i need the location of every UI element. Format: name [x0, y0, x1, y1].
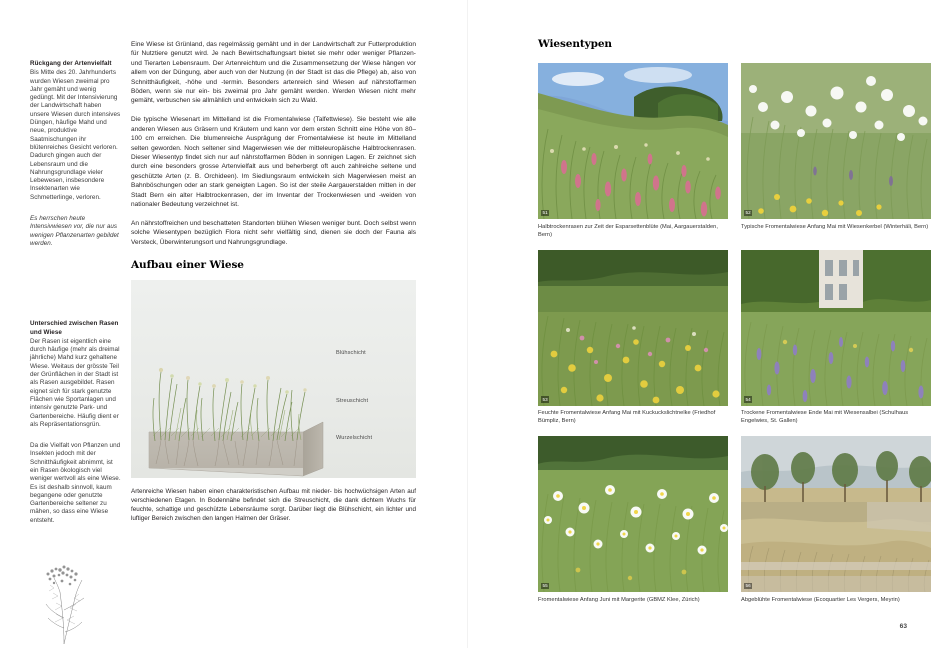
margin-note-text: Es herrschen heute Intensivwiesen vor, die nur aus wenigen Pflanzenarten gebildet werden. [30, 215, 119, 247]
photo-credit-number: 56 [745, 583, 751, 589]
page-number: 63 [899, 623, 907, 630]
photo-cell [741, 63, 931, 239]
halbtrockenrasen-esparsette-photo [538, 63, 728, 219]
body-paragraph: An nährstoffreichen und beschatteten Standorten blühen Wiesen weniger bunt. Doch selbst wenn solche Wiesentypen bezüglich Flora nicht sehr vielfältig sind, dienen sie doch der Fauna als Versteck, Überwinterungsort und Nahrungsgrundlage. [131, 219, 416, 246]
margin-note-heading: Unterschied zwischen Rasen und Wiese [30, 320, 119, 336]
photo-credit-number: 53 [542, 396, 548, 402]
fromentalwiese-margerite-photo [538, 436, 728, 592]
trockene-fromentalwiese-photo [741, 250, 931, 406]
photo-credit-number: 52 [745, 210, 751, 216]
photo-cell [538, 250, 728, 426]
body-paragraph: Eine Wiese ist Grünland, das regelmässig gemäht und in der Landwirtschaft zur Futterproduktion für Nutztiere genutzt wird. Je nach Bewirtschaftungsart bietet sie mehr oder weniger Pflanzen- und Tierarten Lebensraum. Der Artenreichtum und die Zusammensetzung der Wiese hängen vor allem von der Düngung, aber auch von der Nutzung (in der Stadt ist das die Pflege) ab, also von Schnitthäufigkeit, -höhe und -termin. Besonders artenreich sind Wiesen auf nährstoffarmen Böden, wenn sie nur ein- bis zweimal pro Jahr gemäht werden. Werden Wiesen nicht mehr gemäht, verbuschen sie allmählich und entwickeln sich zu Wald. [131, 41, 416, 105]
photo-cell [538, 63, 728, 239]
margin-note-text: Bis Mitte des 20. Jahrhunderts wurden Wiesen zweimal pro Jahr gemäht und wenig gedüngt. Mit der Intensivierung der Landwirtschaft haben unsere Wiesen durch intensives Düngen, häufige Mahd und neue, produktive Saatmischungen ihr blütenreiches Gesicht verloren. Dadurch gingen auch der Lebensraum und die Nahrungsgrundlage vieler Lebewesen, insbesondere Insektenarten wie Schmetterlinge, verloren. [30, 69, 121, 201]
photo-cell [741, 250, 931, 426]
margin-notes-column [30, 60, 122, 538]
diagram-label-bluehschicht: Blühschicht [336, 350, 366, 357]
meadow-structure-diagram [131, 280, 416, 478]
margin-note-text: Da die Vielfalt von Pflanzen und Insekten jedoch mit der Schnitthäufigkeit abnimmt, ist ein Rasen ökologisch viel weniger wertvoll als eine Wiese. Es ist deshalb sinnvoll, kaum begangene oder genutzte Gartenbereiche seltener zu mähen, so dass eine Wiese entsteht. [30, 442, 121, 524]
margin-note [30, 60, 122, 202]
photo-grid [538, 63, 931, 615]
photo-cell [741, 436, 931, 604]
diagram-label-streuschicht: Streuschicht [336, 398, 369, 405]
margin-note [30, 442, 122, 525]
photo-caption: Typische Fromentalwiese Anfang Mai mit Wiesenkerbel (Winterhäli, Bern) [741, 223, 929, 230]
photo-credit-number: 55 [542, 583, 548, 589]
margin-note-text: Der Rasen ist eigentlich eine durch häufige (mehr als dreimal jährliche) Mahd kurz gehaltene Wiese. Weitaus der grösste Teil der Grünflächen in der Stadt ist als Rasen ausgebildet. Rasen eignet sich für stark genutzte Flächen wie Sportanlagen und intensiv genutzte Park- und Gartenbereiche. Häufig dient er als Repräsentationsgrün. [30, 337, 120, 428]
photo-credit-number: 51 [542, 210, 548, 216]
photo-credit-number: 54 [745, 396, 751, 402]
feuchte-fromentalwiese-photo [538, 250, 728, 406]
photo-caption: Feuchte Fromentalwiese Anfang Mai mit Kuckuckslichtnelke (Friedhof Bümpliz, Bern) [538, 410, 716, 424]
photo-column [538, 38, 931, 615]
diagram-label-wurzelschicht: Wurzelschicht [336, 435, 373, 442]
margin-note-heading: Rückgang der Artenvielfalt [30, 60, 112, 67]
photo-caption: Fromentalwiese Anfang Juni mit Margerite (GBMZ Klee, Zürich) [538, 596, 700, 603]
photo-cell [538, 436, 728, 604]
main-text-column [131, 40, 416, 524]
section-title: Aufbau einer Wiese [131, 259, 244, 272]
photo-caption: Abgeblühte Fromentalwiese (Ecoquartier Les Vergers, Meyrin) [741, 596, 900, 603]
margin-note [30, 215, 122, 248]
fromentalwiese-wiesenkerbel-photo [741, 63, 931, 219]
abgebluehte-fromentalwiese-photo [741, 436, 931, 592]
body-paragraph: Die typische Wiesenart im Mittelland ist die Fromentalwiese (Talfettwiese). Sie besteht wie alle anderen Wiesen aus Gräsern und Kräutern und kann vor dem ersten Schnitt eine Höhe von 80–100 cm erreichen. Die blumenreiche Ausprägung der Fromentalwiese ist heute im Mittelland selten geworden. Noch seltener sind Magerwiesen wie der mitteleuropäische Halbtrockenrasen. Dieser Wiesentyp findet sich nur auf nährstoffarmen Böden in sonnigen Lagen. Er zeichnet sich durch eine besonders grosse Artenvielfalt aus und beherbergt oft auch zahlreiche seltene und geschützte Arten (z. B. Orchideen). Im Siedlungsraum entwickeln sich Magerwiesen meist an Bahnböschungen oder an stark geneigten Lagen. So ist der steile Aargauerstalden mitten in der Stadt Bern ein alter Halbtrockenrasen, der im Inventar der Trockenwiesen und -weiden von nationaler Bedeutung verzeichnet ist. [131, 116, 416, 208]
botanical-illustration [18, 548, 114, 644]
diagram-caption: Artenreiche Wiesen haben einen charakteristischen Aufbau mit nieder- bis hochwüchsigen Arten auf verschiedenen Etagen. In Bodennähe befindet sich die Streuschicht, die dank dichtem Wuchs für feuchte, schattige und geschützte Lebensräume sorgt. Darüber liegt die Blühschicht, ein lichter und luftiger Bereich zwischen den langen Halmen der Gräser. [131, 488, 416, 523]
margin-note [30, 320, 122, 429]
column-divider [467, 0, 468, 648]
photo-caption: Trockene Fromentalwiese Ende Mai mit Wiesensalbei (Schulhaus Engelwies, St. Gallen) [741, 410, 909, 424]
photo-caption: Halbtrockenrasen zur Zeit der Esparsettenblüte (Mai, Aargauerstalden, Bern) [538, 223, 718, 238]
photo-section-title: Wiesentypen [538, 38, 612, 50]
